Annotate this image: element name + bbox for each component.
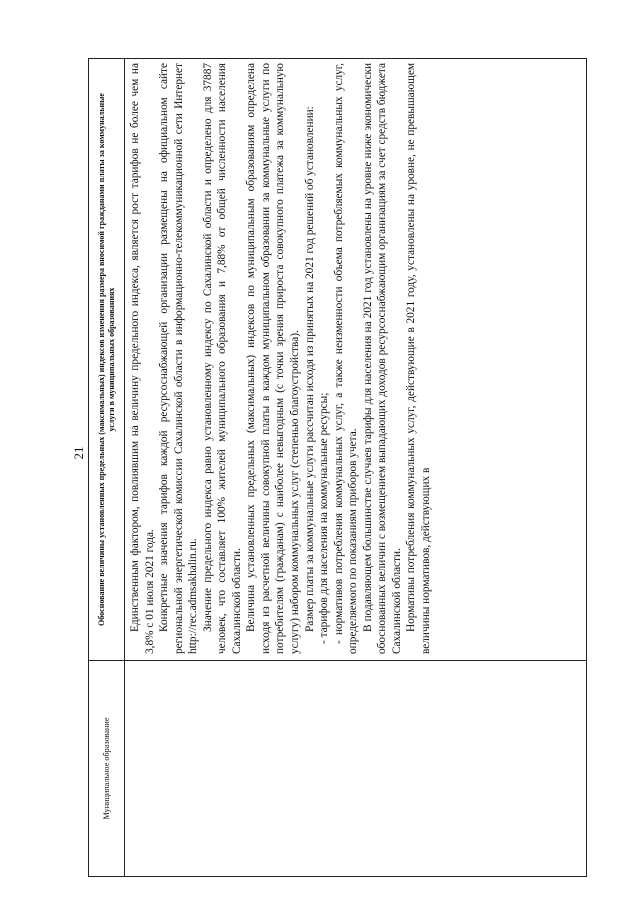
header-municipality: Муниципальное образование: [89, 660, 125, 876]
list-item: - тарифов для населения на коммунальные ресурсы;: [318, 392, 331, 644]
list-item: - нормативов потребления коммунальных услуг, а также неизменности объема потребляемых коммунальных услуг, определяемого по показаниям приборов учета.: [332, 63, 360, 654]
page-number: 21: [71, 446, 86, 460]
paragraph: Единственным фактором, повлиявшим на величину предельного индекса, является рост тарифов не более чем на 3,8% с 01 июля 2021 года.: [129, 63, 156, 654]
rationale-text-cell: [125, 59, 586, 660]
header-rationale: Обоснование величины установленных предельных (максимальных) индексов изменения размера вносимой гражданами платы за коммунальные услуги в муниципальных образованиях: [89, 59, 125, 660]
municipality-cell: [125, 660, 586, 876]
paragraph: Значение предельного индекса равно установленному индексу по Сахалинской области и определено для 37887 человек, что составляет 100% жителей муниципального образования и 7,88% от общей численности населения Сахалинской области.: [201, 63, 243, 654]
rationale-table: [88, 58, 587, 877]
paragraph: Нормативы потребления коммунальных услуг, действующие в 2021 году, установлены на уровне, не превышающем величины нормативов, действующих в: [405, 63, 432, 654]
paragraph: Величина установленных предельных (максимальных) индексов по муниципальным образованиям определена исходя из расчетной величины совокупной платы в каждом муниципальном образовании за коммунальные услуги по потребителям (гражданам) с наиболее невыгодным (с точки зрения прироста совокупного платежа за коммунальную услугу) набором коммунальных услуг (степенью благоустройства).: [245, 63, 302, 654]
paragraph: Конкретные значения тарифов каждой ресурсоснабжающей организации размещены на официальном сайте региональной энергетической комиссии Сахалинской области в информационно-телекоммуникационной сети Интернет http://rec.admsakhalin.ru.: [158, 63, 200, 654]
paragraph: В подавляющем большинстве случаев тарифы для населения на 2021 год установлены на уровне ниже экономически обоснованных величин с возмещением выпадающих доходов ресурсоснабжающим организациям за счет средств бюджета Сахалинской области.: [361, 63, 403, 654]
paragraph: Размер платы за коммунальные услуги рассчитан исходя из принятых на 2021 год решений об установлении:: [303, 106, 316, 632]
